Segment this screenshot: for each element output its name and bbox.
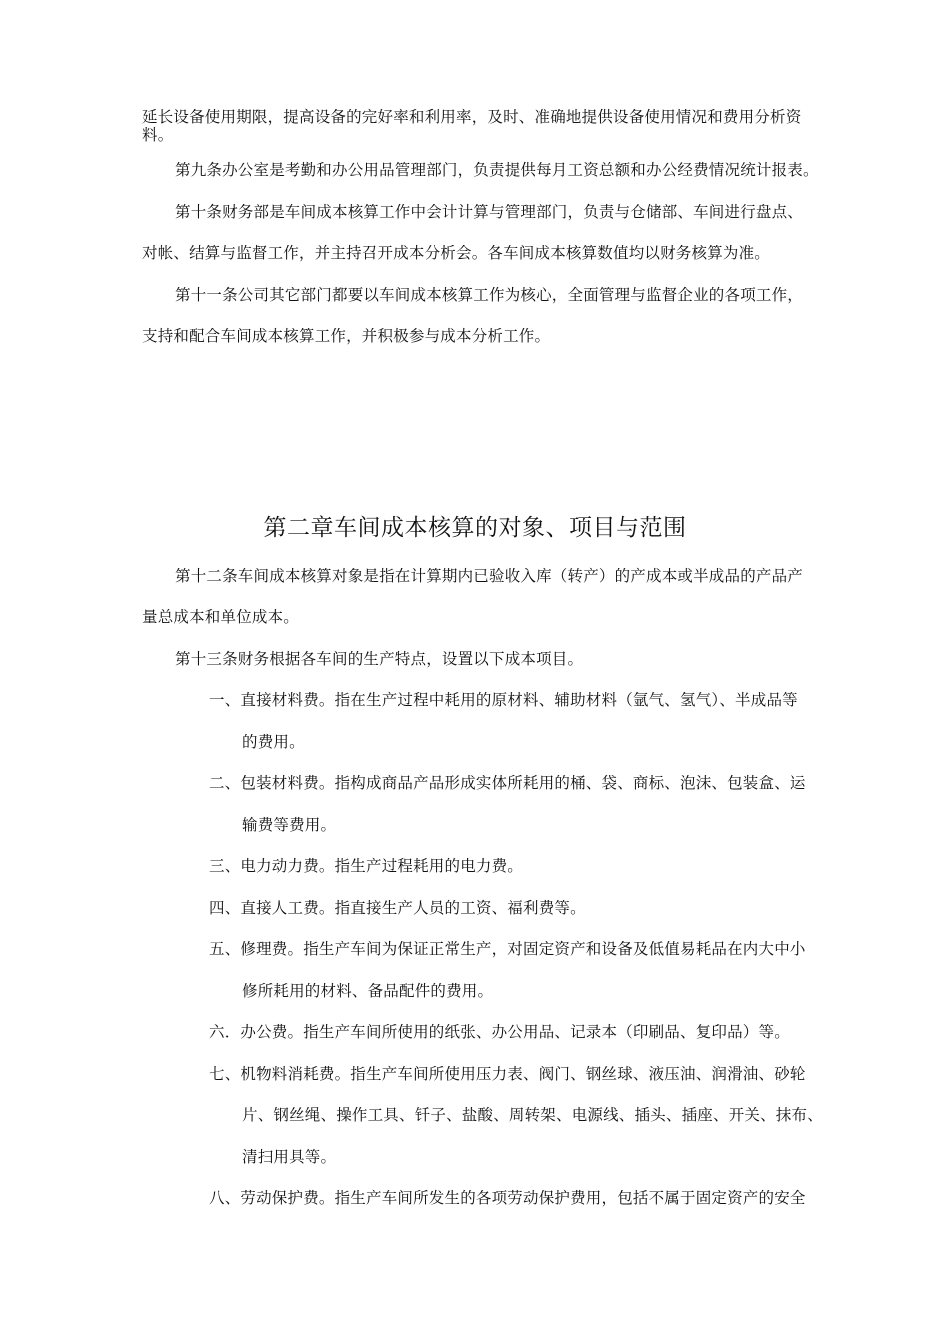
list-item: 四、直接人工费。指直接生产人员的工资、福利费等。: [209, 899, 586, 917]
paragraph-line: 第十三条财务根据各车间的生产特点，设置以下成本项目。: [175, 650, 584, 668]
list-item: 三、电力动力费。指生产过程耗用的电力费。: [209, 857, 524, 875]
list-item: 五、修理费。指生产车间为保证正常生产，对固定资产和设备及低值易耗品在内大中小: [209, 940, 806, 958]
paragraph-line: 对帐、结算与监督工作，并主持召开成本分析会。各车间成本核算数值均以财务核算为准。: [142, 244, 771, 262]
paragraph-line: 第九条办公室是考勤和办公用品管理部门，负责提供每月工资总额和办公经费情况统计报表。: [175, 161, 819, 179]
paragraph-line: 延长设备使用期限，提高设备的完好率和利用率，及时、准确地提供设备使用情况和费用分析资: [142, 108, 802, 126]
list-item: 二、包装材料费。指构成商品产品形成实体所耗用的桶、袋、商标、泡沫、包装盒、运: [209, 774, 806, 792]
paragraph-line: 第十一条公司其它部门都要以车间成本核算工作为核心，全面管理与监督企业的各项工作，: [175, 286, 804, 304]
list-item-continuation: 输费等费用。: [242, 816, 337, 834]
list-item-continuation: 修所耗用的材料、备品配件的费用。: [242, 982, 494, 1000]
list-item: 六．办公费。指生产车间所使用的纸张、办公用品、记录本（印刷品、复印品）等。: [209, 1023, 790, 1041]
list-item-continuation: 片、钢丝绳、操作工具、钎子、盐酸、周转架、电源线、插头、插座、开关、抹布、: [242, 1106, 823, 1124]
paragraph-line: 第十条财务部是车间成本核算工作中会计计算与管理部门，负责与仓储部、车间进行盘点、: [175, 203, 804, 221]
list-item: 八、劳动保护费。指生产车间所发生的各项劳动保护费用，包括不属于固定资产的安全: [209, 1189, 806, 1207]
paragraph-line: 量总成本和单位成本。: [142, 608, 300, 626]
paragraph-line: 第十二条车间成本核算对象是指在计算期内已验收入库（转产）的产成本或半成品的产品产: [175, 567, 804, 585]
list-item: 一、直接材料费。指在生产过程中耗用的原材料、辅助材料（氩气、氢气）、半成品等: [209, 691, 798, 709]
list-item-continuation: 的费用。: [242, 733, 305, 751]
list-item: 七、机物料消耗费。指生产车间所使用压力表、阀门、钢丝球、液压油、润滑油、砂轮: [209, 1065, 806, 1083]
chapter-title: 第二章车间成本核算的对象、项目与范围: [263, 515, 687, 541]
paragraph-line: 支持和配合车间成本核算工作，并积极参与成本分析工作。: [142, 327, 551, 345]
paragraph-line: 料。: [142, 126, 174, 144]
list-item-continuation: 清扫用具等。: [242, 1148, 337, 1166]
